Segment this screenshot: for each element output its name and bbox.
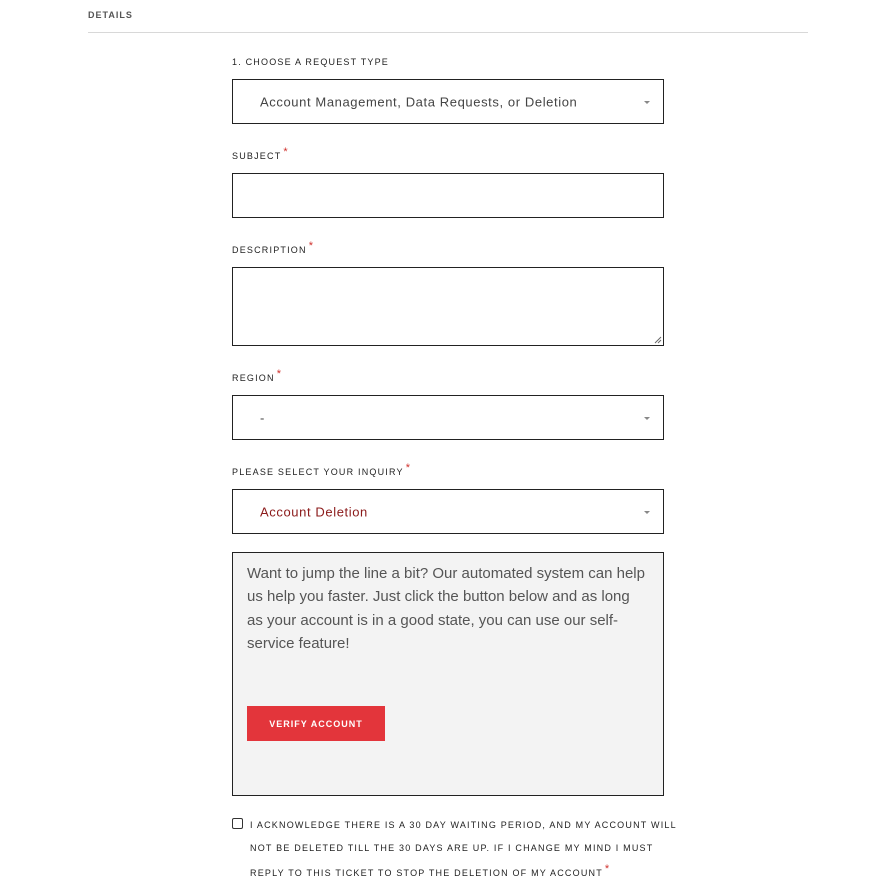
acknowledge-text-line1: I ACKNOWLEDGE THERE IS A 30 DAY WAITING PERIOD, AND MY ACCOUNT WILL (250, 820, 677, 830)
request-type-select[interactable] (232, 79, 664, 124)
description-textarea[interactable] (232, 267, 664, 346)
region-label (232, 368, 283, 384)
required-asterisk: * (276, 368, 283, 380)
caret-down-icon (644, 417, 650, 420)
required-asterisk: * (308, 240, 315, 252)
acknowledge-checkbox[interactable] (232, 818, 243, 829)
section-title: DETAILS (88, 10, 133, 20)
caret-down-icon (644, 511, 650, 514)
required-asterisk: * (283, 146, 289, 158)
inquiry-label-text: PLEASE SELECT YOUR INQUIRY (232, 467, 404, 477)
subject-label (232, 146, 289, 162)
self-service-info-text: Want to jump the line a bit? Our automated system can help us help you faster. Just click the button below and as long as your account is in a good state, you can use our self-service feature! (247, 565, 645, 653)
request-type-value: Account Management, Data Requests, or Deletion (260, 94, 578, 109)
verify-account-button[interactable]: VERIFY ACCOUNT (247, 706, 385, 741)
region-label-text: REGION (232, 373, 275, 383)
required-asterisk: * (405, 462, 412, 474)
subject-label-text: SUBJECT (232, 151, 282, 161)
description-label-text: DESCRIPTION (232, 245, 307, 255)
subject-input[interactable] (232, 173, 664, 218)
region-select[interactable] (232, 395, 664, 440)
description-label (232, 240, 315, 256)
request-type-label: 1. CHOOSE A REQUEST TYPE (232, 57, 390, 67)
acknowledge-text-line3-wrap (250, 863, 611, 879)
inquiry-value: Account Deletion (260, 504, 368, 519)
required-asterisk: * (604, 863, 611, 875)
resize-grip-icon[interactable] (654, 336, 662, 344)
acknowledge-text-line2: NOT BE DELETED TILL THE 30 DAYS ARE UP. IF I CHANGE MY MIND I MUST (250, 843, 654, 853)
inquiry-select[interactable] (232, 489, 664, 534)
self-service-info-box (232, 552, 664, 796)
region-value: - (260, 410, 265, 425)
caret-down-icon (644, 101, 650, 104)
section-divider (88, 32, 808, 33)
acknowledge-text-line3: REPLY TO THIS TICKET TO STOP THE DELETION OF MY ACCOUNT (250, 868, 603, 878)
inquiry-label (232, 462, 412, 478)
